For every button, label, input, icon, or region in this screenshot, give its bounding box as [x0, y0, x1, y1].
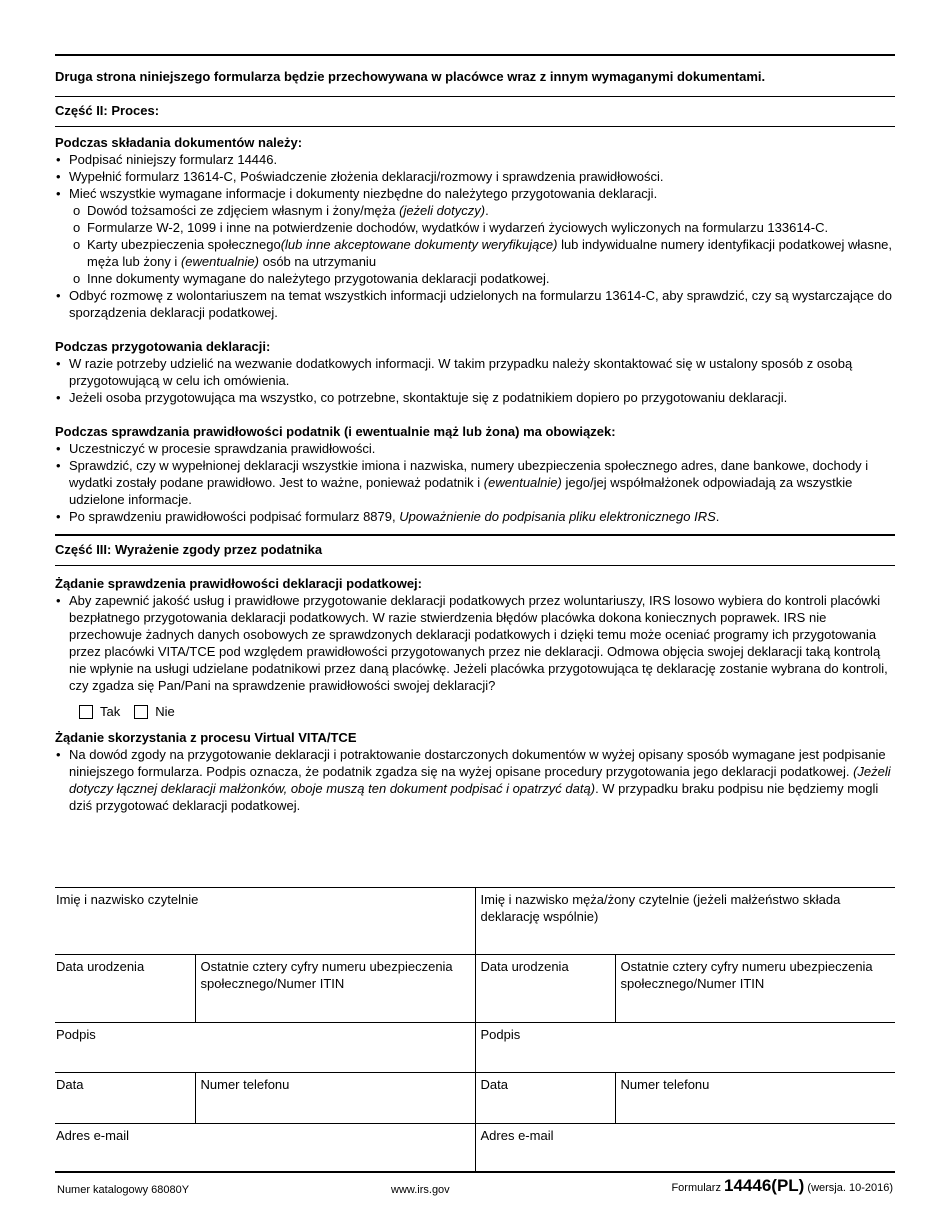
part3-s1-title: Żądanie sprawdzenia prawidłowości deklaracji podatkowej: — [55, 576, 422, 591]
spouse-signature-field[interactable] — [475, 1023, 895, 1073]
part2-s3-list — [55, 440, 895, 525]
catalog-number: Numer katalogowy 68080Y — [57, 1184, 190, 1196]
no-label: Nie — [155, 704, 175, 719]
list-item: • Podpisać niniejszy formularz 14446. — [55, 151, 895, 168]
text-italic: (Jeżeli dotyczy łącznej deklaracji małżonków, oboje muszą ten dokument podpisać i opatrzyć datą) — [69, 764, 891, 796]
ssn-label: Ostatnie cztery cyfry numeru ubezpieczenia społecznego/Numer ITIN — [200, 959, 453, 991]
name-field[interactable] — [55, 888, 475, 955]
email-label: Adres e-mail — [56, 1128, 129, 1143]
part3-s2-title: Żądanie skorzystania z procesu Virtual VITA/TCE — [55, 730, 357, 745]
date-field[interactable] — [55, 1073, 195, 1124]
spouse-dob-label: Data urodzenia — [480, 959, 569, 974]
list-item: • Jeżeli osoba przygotowująca ma wszystko, co potrzebne, skontaktuje się z podatnikiem dopiero po przygotowaniu deklaracji. — [55, 389, 895, 406]
form-version: (wersja. 10-2016) — [804, 1182, 893, 1194]
spouse-dob-field[interactable] — [475, 955, 615, 1023]
text: . — [485, 203, 489, 218]
spouse-phone-field[interactable] — [615, 1073, 895, 1124]
date-label: Data — [56, 1077, 84, 1092]
signature-field[interactable] — [55, 1023, 475, 1073]
part2-s2-list — [55, 355, 895, 406]
part2-s3-title: Podczas sprawdzania prawidłowości podatnik (i ewentualnie mąż lub żona) ma obowiązek: — [55, 424, 616, 439]
spouse-name-field[interactable] — [475, 888, 895, 955]
signature-label: Podpis — [56, 1027, 96, 1042]
part3-title: Część III: Wyrażenie zgody przez podatnika — [55, 542, 323, 557]
part2-s2-title: Podczas przygotowania deklaracji: — [55, 339, 271, 354]
spouse-ssn-field[interactable] — [615, 955, 895, 1023]
dob-field[interactable] — [55, 955, 195, 1023]
phone-field[interactable] — [195, 1073, 475, 1124]
text: osób na utrzymaniu — [258, 254, 377, 269]
form-page — [55, 54, 895, 814]
irs-link[interactable]: www.irs.gov — [391, 1184, 450, 1196]
page-footer — [55, 1177, 895, 1199]
text: . W przypadku braku podpisu nie będziemy mogli dziś przygotować deklaracji podatkowej. — [69, 781, 879, 813]
no-option[interactable] — [134, 703, 175, 720]
form-id — [671, 1177, 893, 1197]
list-item — [55, 508, 895, 525]
list-item — [55, 746, 895, 814]
phone-label: Numer telefonu — [200, 1077, 290, 1092]
part2-title: Część II: Proces: — [55, 103, 160, 118]
text: Karty ubezpieczenia społecznego — [87, 237, 281, 252]
text-italic: (ewentualnie) — [180, 254, 259, 269]
no-checkbox[interactable] — [134, 705, 148, 719]
text-italic: (lub inne akceptowane dokumenty weryfikujące) — [280, 237, 558, 252]
form-number: 14446(PL) — [724, 1176, 805, 1195]
text: lub indywidualne numery identyfikacji podatkowej własne, męża lub żony i — [87, 237, 893, 269]
ssn-field[interactable] — [195, 955, 475, 1023]
list-item: • Odbyć rozmowę z wolontariuszem na temat wszystkich informacji udzielonych na formularzu 13614-C, aby sprawdzić, czy są wystarczające do sporządzenia deklaracji podatkowej. — [55, 287, 895, 321]
part3-s2-list — [55, 746, 895, 814]
dob-label: Data urodzenia — [56, 959, 145, 974]
spouse-ssn-label: Ostatnie cztery cyfry numeru ubezpieczenia społecznego/Numer ITIN — [620, 959, 873, 991]
email-field[interactable] — [55, 1124, 475, 1172]
yes-label: Tak — [100, 704, 121, 719]
part2-s1-title: Podczas składania dokumentów należy: — [55, 135, 303, 150]
sub-list-item — [73, 236, 895, 270]
form-prefix: Formularz — [671, 1182, 725, 1194]
spouse-signature-label: Podpis — [480, 1027, 521, 1042]
spouse-date-label: Data — [480, 1077, 508, 1092]
list-item — [55, 185, 895, 287]
text-italic: Upoważnienie do podpisania pliku elektronicznego IRS — [399, 509, 716, 524]
list-item: • Aby zapewnić jakość usług i prawidłowe przygotowanie deklaracji podatkowych przez woluntariuszy, IRS losowo wybiera do kontroli placówki bezpłatnego przygotowania deklaracji podatkowych. W razie stwierdzenia błędów placówka dokona koniecznych poprawek. IRS nie przechowuje żadnych danych osobowych ze sprawdzonych deklaracji podatkowych i dzięki temu może oceniać programy ich przygotowania przez placówki VITA/TCE pod względem prawidłowości przygotowanych przez nie deklaracji. Odmowa objęcia swojej deklaracji taką kontrolą nie wpłynie na usługi udzielane podatnikowi przez daną placówkę. Jeżeli placówka przygotowująca tę deklarację zostanie wybrana do kontroli, czy zgadza się Pan/Pani na sprawdzenie prawidłowości swojej deklaracji? — [55, 592, 895, 694]
text-italic: (jeżeli dotyczy) — [399, 203, 486, 218]
sub-list-item — [73, 202, 895, 219]
sub-list-item: o Formularze W-2, 1099 i inne na potwierdzenie dochodów, wydatków i wydarzeń życiowych wyliczonych na formularzu 133614-C. — [73, 219, 895, 236]
list-item — [55, 457, 895, 508]
yes-option[interactable] — [79, 703, 120, 720]
signature-table — [55, 887, 895, 1173]
text: Sprawdzić, czy w wypełnionej deklaracji wszystkie imiona i nazwiska, numery ubezpieczenia społecznego adres, dane bankowe, dochody i wydatki zostały podane prawidłowo. Jest to ważne, ponieważ podatnik i — [69, 458, 869, 490]
sub-list — [69, 202, 895, 287]
name-label: Imię i nazwisko czytelnie — [56, 892, 199, 907]
intro-notice: Druga strona niniejszego formularza będzie przechowywana w placówce wraz z innym wymaganymi dokumentami. — [55, 69, 766, 84]
spouse-phone-label: Numer telefonu — [620, 1077, 710, 1092]
spouse-name-label: Imię i nazwisko męża/żony czytelnie (jeżeli małżeństwo składa deklarację wspólnie) — [480, 892, 841, 924]
text-italic: (ewentualnie) — [483, 475, 562, 490]
text: . — [715, 509, 720, 524]
review-consent-checks — [79, 703, 895, 720]
list-item: • Wypełnić formularz 13614-C, Poświadczenie złożenia deklaracji/rozmowy i sprawdzenia prawidłowości. — [55, 168, 895, 185]
text: Na dowód zgody na przygotowanie deklaracji i potraktowanie dostarczonych dokumentów w wyżej opisany sposób wymagane jest podpisanie niniejszego formularza. Podpis oznacza, że podatnik zgadza się na wyżej opisane procedury przygotowania jego deklaracji podatkowej. — [69, 747, 886, 779]
spouse-date-field[interactable] — [475, 1073, 615, 1124]
yes-checkbox[interactable] — [79, 705, 93, 719]
part2-s1-list — [55, 151, 895, 321]
spouse-email-label: Adres e-mail — [480, 1128, 554, 1143]
list-item-text: Mieć wszystkie wymagane informacje i dokumenty niezbędne do należytego przygotowania deklaracji. — [69, 186, 658, 201]
text: jego/jej współmałżonek odpowiadają za wszystkie udzielone informacje. — [69, 475, 853, 507]
spouse-email-field[interactable] — [475, 1124, 895, 1172]
part3-s1-list — [55, 592, 895, 694]
text: Dowód tożsamości ze zdjęciem własnym i żony/męża — [87, 203, 400, 218]
list-item: • Uczestniczyć w procesie sprawdzania prawidłowości. — [55, 440, 895, 457]
list-item: • W razie potrzeby udzielić na wezwanie dodatkowych informacji. W takim przypadku należy skontaktować się w ustalony sposób z osobą przygotowującą w celu ich omówienia. — [55, 355, 895, 389]
sub-list-item: o Inne dokumenty wymagane do należytego przygotowania deklaracji podatkowej. — [73, 270, 895, 287]
text: Po sprawdzeniu prawidłowości podpisać formularz 8879, — [69, 509, 400, 524]
